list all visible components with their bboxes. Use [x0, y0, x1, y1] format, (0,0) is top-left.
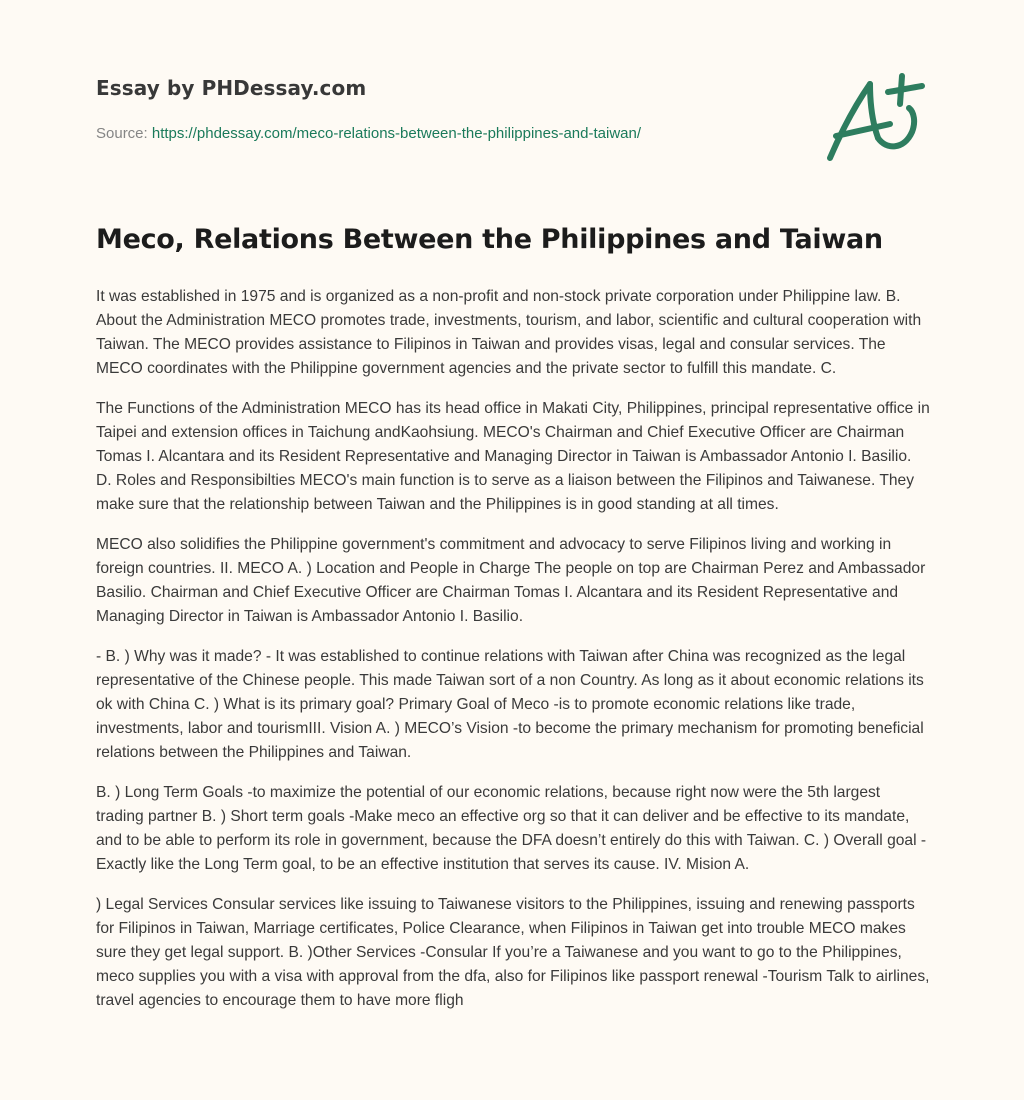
a-plus-grade-icon: [820, 66, 932, 166]
source-label: Source:: [96, 125, 152, 142]
essay-paragraph: - B. ) Why was it made? - It was established to continue relations with Taiwan after China was recognized as the legal representative of the Chinese people. This made Taiwan sort of a non Country. As long as it about economic relations its ok with China C. ) What is its primary goal? Primary Goal of Meco -is to promote economic relations like trade, investments, labor and tourismIII. Vision A. ) MECO’s Vision -to become the primary mechanism for promoting beneficial relations between the Philippines and Taiwan.: [96, 648, 924, 761]
essay-paragraph: The Functions of the Administration MECO has its head office in Makati City, Philippines, principal representative office in Taipei and extension offices in Taichung andKaohsiung. MECO's Chairman and Chief Executive Officer are Chairman Tomas I. Alcantara and its Resident Representative and Managing Director in Taiwan is Ambassador Antonio I. Basilio. D. Roles and Responsibilties MECO's main function is to serve as a liaison between the Filipinos and Taiwanese. They make sure that the relationship between Taiwan and the Philippines is in good standing at all times.: [96, 400, 930, 513]
essay-paragraph: MECO also solidifies the Philippine government's commitment and advocacy to serve Filipinos living and working in foreign countries. II. MECO A. ) Location and People in Charge The people on top are Chairman Perez and Ambassador Basilio. Chairman and Chief Executive Officer are Chairman Tomas I. Alcantara and its Resident Representative and Managing Director in Taiwan is Ambassador Antonio I. Basilio.: [96, 536, 926, 625]
essay-paragraph: It was established in 1975 and is organized as a non-profit and non-stock private corporation under Philippine law. B. About the Administration MECO promotes trade, investments, tourism, and labor, scientific and cultural cooperation with Taiwan. The MECO provides assistance to Filipinos in Taiwan and provides visas, legal and consular services. The MECO coordinates with the Philippine government agencies and the private sector to fulfill this mandate. C.: [96, 288, 922, 377]
essay-title: Meco, Relations Between the Philippines and Taiwan: [96, 224, 883, 255]
page-header: [96, 76, 796, 142]
site-title: Essay by PHDessay.com: [96, 76, 367, 100]
source-line: [96, 125, 796, 142]
essay-paragraph: B. ) Long Term Goals -to maximize the potential of our economic relations, because right now were the 5th largest trading partner B. ) Short term goals -Make meco an effective org so that it can deliver and be effective to its mandate, and to be able to perform its role in government, because the DFA doesn’t entirely do this with Taiwan. C. ) Overall goal -Exactly like the Long Term goal, to be an effective institution that serves its cause. IV. Mision A.: [96, 784, 927, 873]
source-link[interactable]: https://phdessay.com/meco-relations-between-the-philippines-and-taiwan/: [151, 125, 642, 142]
essay-body: [96, 285, 931, 1029]
essay-paragraph: ) Legal Services Consular services like issuing to Taiwanese visitors to the Philippines, issuing and renewing passports for Filipinos in Taiwan, Marriage certificates, Police Clearance, when Filipinos in Taiwan get into trouble MECO makes sure they get legal support. B. )Other Services -Consular If you’re a Taiwanese and you want to go to the Philippines, meco supplies you with a visa with approval from the dfa, also for Filipinos like passport renewal -Tourism Talk to airlines, travel agencies to encourage them to have more fligh: [96, 896, 930, 1009]
